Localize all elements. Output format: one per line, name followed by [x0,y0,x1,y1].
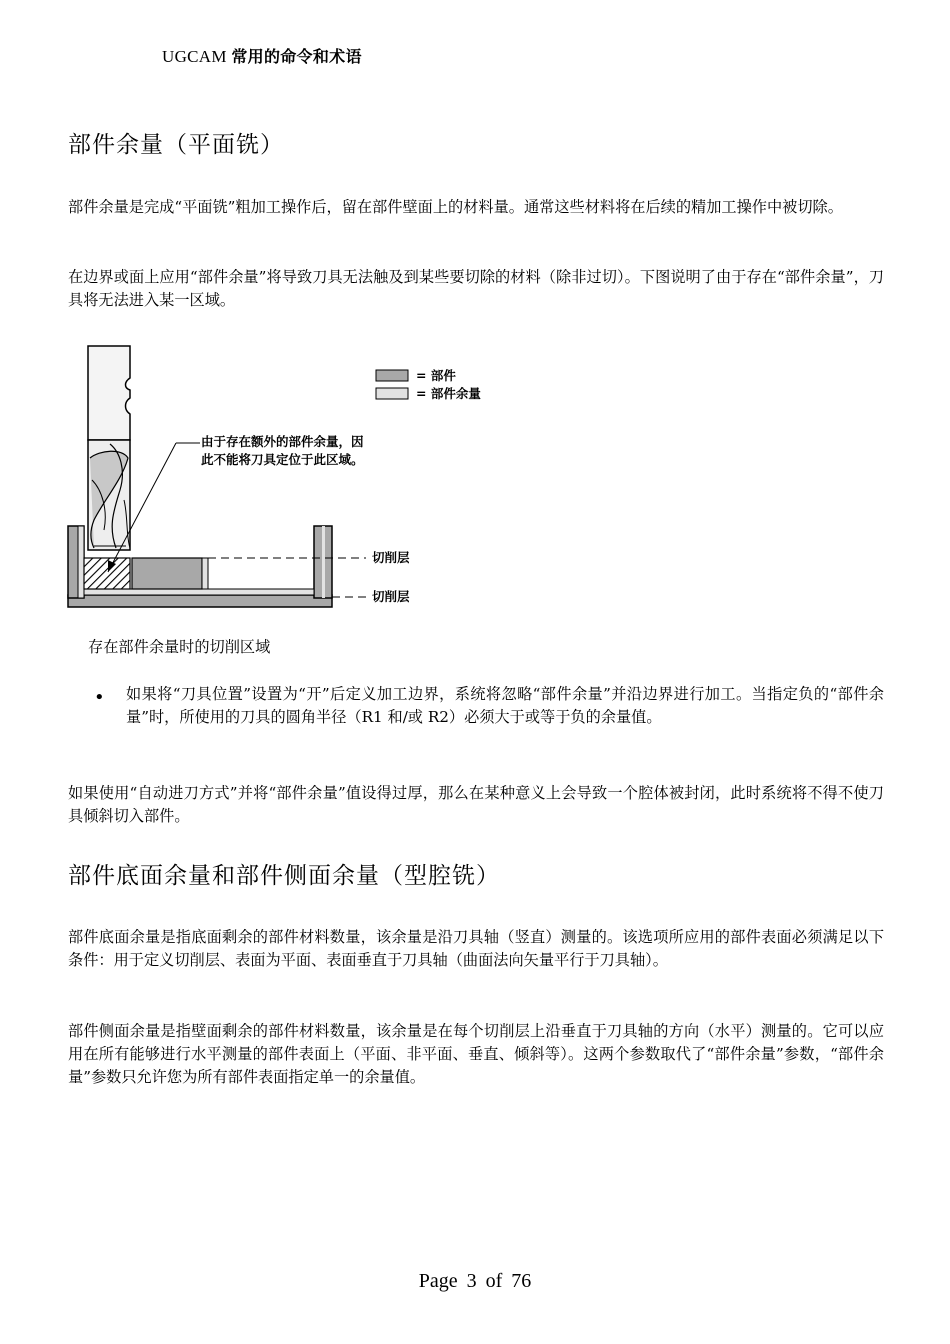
page-footer [0,1270,950,1293]
legend-part-label: = 部件 [416,368,456,383]
paragraph-auto-engage: 如果使用“自动进刀方式”并将“部件余量”值设得过厚，那么在某种意义上会导致一个腔体被封闭，此时系统将不得不使刀具倾斜切入部件。 [68,784,884,825]
section-heading-part-stock: 部件余量（平面铣） [68,132,284,158]
callout-line-2: 此不能将刀具定位于此区域。 [201,452,364,467]
cut-level-label-2: 切削层 [372,589,410,604]
running-header [162,44,362,67]
footer-page-word: Page [418,1270,458,1292]
header-prefix: UGCAM [162,47,227,66]
paragraph-part-stock-definition: 部件余量是完成“平面铣”粗加工操作后，留在部件壁面上的材料量。通常这些材料将在后续的精加工操作中被切除。 [68,198,843,216]
cut-level-label-1: 切削层 [372,550,410,565]
legend-stock-label: = 部件余量 [416,386,481,401]
figure-caption: 存在部件余量时的切削区域 [88,638,271,656]
footer-page-number: 3 [466,1270,477,1292]
paragraph-part-stock-effect: 在边界或面上应用“部件余量”将导致刀具无法触及到某些要切除的材料（除非过切）。下图说明了由于存在“部件余量”，刀具将无法进入某一区域。 [68,268,884,309]
figure-illustration [64,340,504,620]
end-mill-tool [88,346,130,550]
callout-line-1: 由于存在额外的部件余量，因 [201,434,364,449]
figure-part-stock-cut-area [64,340,504,620]
header-title: 常用的命令和术语 [231,47,362,66]
figure-legend [376,370,408,399]
footer-total-pages: 76 [511,1270,532,1292]
bullet-text: 如果将“刀具位置”设置为“开”后定义加工边界，系统将忽略“部件余量”并沿边界进行加工。当指定负的“部件余量”时，所使用的刀具的圆角半径（R1 和/或 R2）必须大于或等于负的余量值。 [126,685,884,726]
paragraph-floor-stock: 部件底面余量是指底面剩余的部件材料数量，该余量是沿刀具轴（竖直）测量的。该选项所应用的部件表面必须满足以下条件：用于定义切削层、表面为平面、表面垂直于刀具轴（曲面法向矢量平行于刀具轴）。 [68,928,884,969]
paragraph-wall-stock: 部件侧面余量是指壁面剩余的部件材料数量，该余量是在每个切削层上沿垂直于刀具轴的方向（水平）测量的。它可以应用在所有能够进行水平测量的部件表面上（平面、非平面、垂直、倾斜等）。这两个参数取代了“部件余量”参数，“部件余量”参数只允许您为所有部件表面指定单一的余量值。 [68,1022,884,1086]
footer-of-word: of [485,1270,503,1292]
section-heading-floor-wall-stock: 部件底面余量和部件侧面余量（型腔铣） [68,863,500,889]
bullet-dot: • [94,687,105,708]
